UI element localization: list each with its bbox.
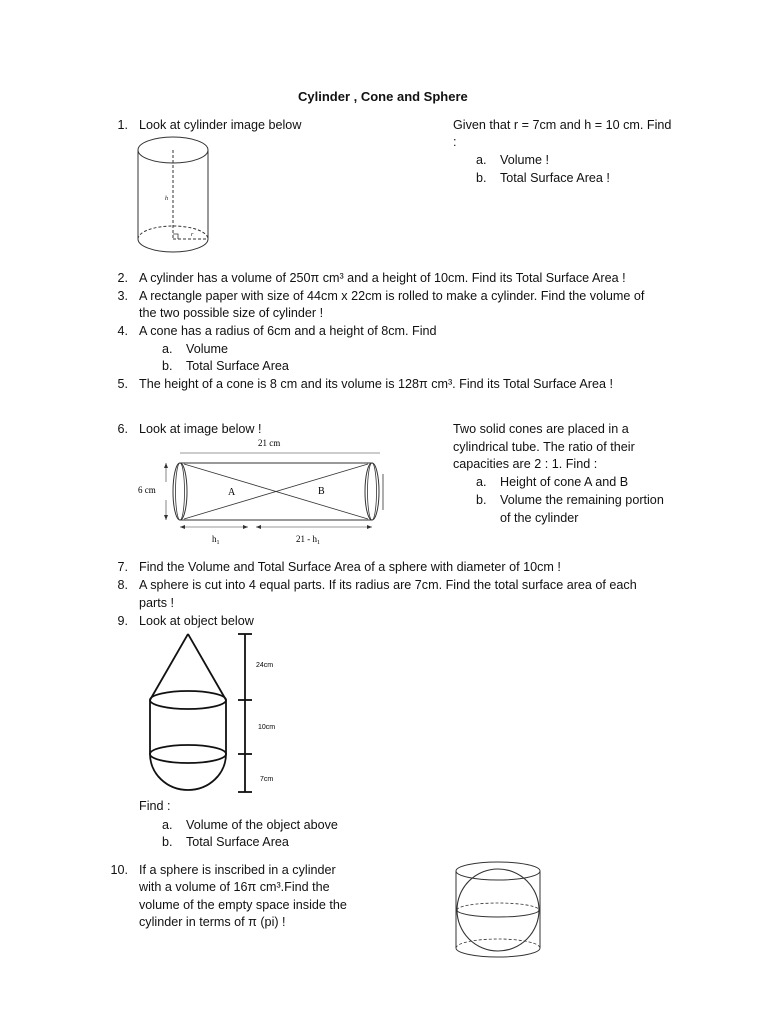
q9-text: Look at object below: [139, 614, 254, 628]
q9-b-label: b.: [162, 835, 173, 849]
q8-number: 8.: [117, 578, 128, 592]
q6-b-label: b.: [476, 493, 487, 507]
h1-subscript: 1: [216, 540, 220, 546]
q4-a-text: Volume: [186, 342, 229, 356]
q4-a-label: a.: [162, 342, 173, 356]
q4-b-text: Total Surface Area: [186, 359, 289, 373]
q9-number: 9.: [117, 614, 128, 628]
cone-a-label: A: [228, 487, 236, 498]
q1-number: 1.: [117, 118, 128, 132]
q2-number: 2.: [117, 271, 128, 285]
cylinder-height-label: 10cm: [258, 724, 276, 731]
q7-number: 7.: [117, 560, 128, 574]
q1-given: Given that r = 7cm and h = 10 cm. Find: [453, 118, 672, 132]
cone-height-label: 24cm: [256, 662, 274, 669]
q3-text-line2: the two possible size of cylinder !: [139, 306, 324, 320]
page-title: Cylinder , Cone and Sphere: [298, 89, 468, 104]
q6-a-label: a.: [476, 475, 487, 489]
q6-a-text: Height of cone A and B: [500, 475, 629, 489]
q7-text: Find the Volume and Total Surface Area of a sphere with diameter of 10cm !: [139, 560, 561, 574]
q4-text: A cone has a radius of 6cm and a height of 8cm. Find: [139, 324, 437, 338]
q4-number: 4.: [117, 324, 128, 338]
q6-desc-line3: capacities are 2 : 1. Find :: [453, 457, 598, 471]
q1-text: Look at cylinder image below: [139, 118, 302, 132]
q10-text-line1: If a sphere is inscribed in a cylinder: [139, 863, 336, 877]
tube-diameter-label: 6 cm: [138, 485, 156, 495]
q1-b-label: b.: [476, 171, 487, 185]
q4-b-label: b.: [162, 359, 173, 373]
q2-text: A cylinder has a volume of 250π cm³ and a height of 10cm. Find its Total Surface Area !: [139, 271, 626, 285]
cylinder-h-label: h: [165, 196, 168, 202]
q8-text-line1: A sphere is cut into 4 equal parts. If its radius are 7cm. Find the total surface area of each: [139, 578, 637, 592]
q6-b-line2: of the cylinder: [500, 511, 579, 525]
q3-text-line1: A rectangle paper with size of 44cm x 22cm is rolled to make a cylinder. Find the volume of: [139, 289, 645, 303]
cylinder-r-label: r: [191, 232, 194, 238]
q9-b-text: Total Surface Area: [186, 835, 289, 849]
svg-text:h1: [212, 534, 220, 546]
q3-number: 3.: [117, 289, 128, 303]
q9-a-label: a.: [162, 818, 173, 832]
q6-text: Look at image below !: [139, 422, 262, 436]
cone-b-label: B: [318, 486, 325, 497]
q10-text-line4: cylinder in terms of π (pi) !: [139, 915, 286, 929]
q8-text-line2: parts !: [139, 596, 174, 610]
q1-a-label: a.: [476, 153, 487, 167]
hemisphere-radius-label: 7cm: [260, 776, 274, 783]
cone-cylinder-hemisphere-figure: [146, 630, 286, 798]
q6-desc-line1: Two solid cones are placed in a: [453, 422, 629, 436]
q1-b-text: Total Surface Area !: [500, 171, 610, 185]
q9-a-text: Volume of the object above: [186, 818, 338, 832]
q6-b-line1: Volume the remaining portion: [500, 493, 664, 507]
q5-text: The height of a cone is 8 cm and its volume is 128π cm³. Find its Total Surface Area !: [139, 377, 613, 391]
sphere-in-cylinder-figure: [450, 858, 550, 962]
q10-text-line2: with a volume of 16π cm³.Find the: [139, 880, 330, 894]
h1-label: h: [212, 534, 217, 544]
svg-text:21 - h1: [296, 534, 320, 546]
h2-label: 21 - h: [296, 534, 317, 544]
q1-a-text: Volume !: [500, 153, 550, 167]
q6-number: 6.: [117, 422, 128, 436]
h2-subscript: 1: [317, 540, 320, 546]
q6-desc-line2: cylindrical tube. The ratio of their: [453, 440, 635, 454]
cones-in-tube-figure: [136, 434, 388, 552]
cylinder-figure: [132, 132, 216, 262]
q9-find: Find :: [139, 799, 171, 813]
q5-number: 5.: [117, 377, 128, 391]
tube-length-label: 21 cm: [258, 438, 281, 448]
q10-number: 10.: [110, 863, 128, 877]
q10-text-line3: volume of the empty space inside the: [139, 898, 347, 912]
q1-given-colon: :: [453, 135, 457, 149]
